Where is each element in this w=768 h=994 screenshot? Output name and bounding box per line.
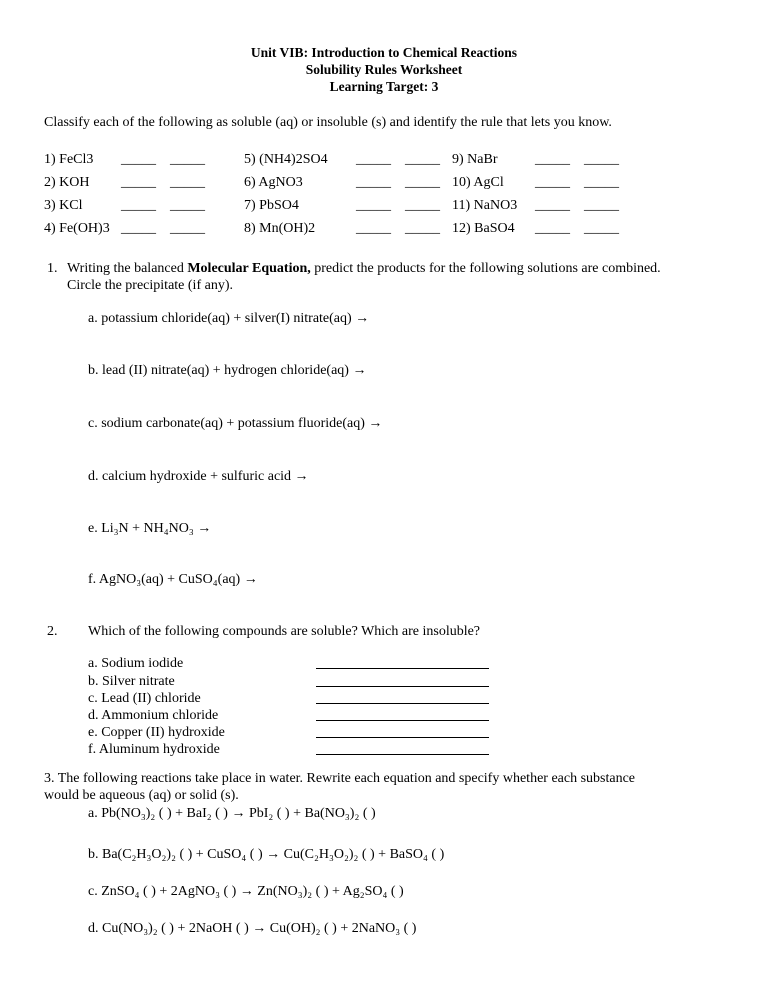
q1-prompt-pre: Writing the balanced — [67, 261, 188, 276]
unit-title: Unit VIB: Introduction to Chemical Reactions — [250, 45, 518, 60]
q2-item-c: c. Lead (II) chloride — [88, 691, 201, 706]
q3-item-c: c. ZnSO₄ ( ) + 2AgNO₃ ( ) → Zn(NO₃)₂ ( ) + Ag₂SO₄ ( ) — [88, 884, 404, 899]
answer-blank-6b[interactable]: _____ — [405, 175, 440, 190]
answer-blank-4b[interactable]: _____ — [170, 221, 205, 236]
compound-9: 9) NaBr — [452, 152, 498, 167]
q1-prompt-post: predict the products for the following solutions are combined. — [310, 261, 661, 276]
answer-blank-3a[interactable]: _____ — [121, 198, 156, 213]
compound-12: 12) BaSO4 — [452, 221, 515, 236]
q1-prompt-line2: Circle the precipitate (if any). — [67, 278, 233, 293]
answer-blank-1a[interactable]: _____ — [121, 152, 156, 167]
compound-7: 7) PbSO4 — [244, 198, 299, 213]
q2-prompt: Which of the following compounds are soluble? Which are insoluble? — [88, 624, 481, 639]
worksheet-title: Solubility Rules Worksheet — [305, 62, 463, 77]
compound-11: 11) NaNO3 — [452, 198, 518, 213]
q3-item-a: a. Pb(NO₃)₂ ( ) + BaI₂ ( ) → PbI₂ ( ) + Ba(NO₃)₂ ( ) — [88, 806, 376, 821]
compound-8: 8) Mn(OH)2 — [244, 221, 316, 236]
answer-blank-8a[interactable]: _____ — [356, 221, 391, 236]
q1-item-e: e. Li₃N + NH₄NO₃ → — [88, 521, 212, 536]
compound-5: 5) (NH4)2SO4 — [244, 152, 328, 167]
q1-item-b: b. lead (II) nitrate(aq) + hydrogen chloride(aq) → — [88, 363, 367, 378]
q1-item-c: c. sodium carbonate(aq) + potassium fluoride(aq) → — [88, 416, 383, 431]
answer-blank-10a[interactable]: _____ — [535, 175, 570, 190]
answer-blank-5a[interactable]: _____ — [356, 152, 391, 167]
q2-answer-line-c[interactable] — [316, 703, 489, 704]
answer-blank-12b[interactable]: _____ — [584, 221, 619, 236]
compound-1: 1) FeCl3 — [44, 152, 94, 167]
q1-item-f: f. AgNO₃(aq) + CuSO₄(aq) → — [88, 572, 258, 587]
q2-number: 2. — [47, 624, 58, 639]
answer-blank-12a[interactable]: _____ — [535, 221, 570, 236]
q2-item-e: e. Copper (II) hydroxide — [88, 725, 225, 740]
q2-answer-line-d[interactable] — [316, 720, 489, 721]
q1-item-a: a. potassium chloride(aq) + silver(I) nitrate(aq) → — [88, 311, 370, 326]
classify-instructions: Classify each of the following as soluble (aq) or insoluble (s) and identify the rule that lets you know. — [44, 115, 612, 130]
answer-blank-7a[interactable]: _____ — [356, 198, 391, 213]
compound-6: 6) AgNO3 — [244, 175, 303, 190]
answer-blank-9a[interactable]: _____ — [535, 152, 570, 167]
q3-prompt-line2: would be aqueous (aq) or solid (s). — [44, 788, 239, 803]
q2-answer-line-f[interactable] — [316, 754, 489, 755]
answer-blank-5b[interactable]: _____ — [405, 152, 440, 167]
compound-4: 4) Fe(OH)3 — [44, 221, 110, 236]
q2-item-a: a. Sodium iodide — [88, 656, 184, 671]
compound-3: 3) KCl — [44, 198, 83, 213]
answer-blank-2b[interactable]: _____ — [170, 175, 205, 190]
q1-number: 1. — [47, 261, 58, 276]
answer-blank-10b[interactable]: _____ — [584, 175, 619, 190]
answer-blank-8b[interactable]: _____ — [405, 221, 440, 236]
q1-item-d: d. calcium hydroxide + sulfuric acid → — [88, 469, 309, 484]
answer-blank-7b[interactable]: _____ — [405, 198, 440, 213]
answer-blank-11a[interactable]: _____ — [535, 198, 570, 213]
q2-item-b: b. Silver nitrate — [88, 674, 175, 689]
q3-item-d: d. Cu(NO₃)₂ ( ) + 2NaOH ( ) → Cu(OH)₂ ( ) + 2NaNO₃ ( ) — [88, 921, 417, 936]
q2-item-d: d. Ammonium chloride — [88, 708, 219, 723]
q2-answer-line-e[interactable] — [316, 737, 489, 738]
q3-item-b: b. Ba(C₂H₃O₂)₂ ( ) + CuSO₄ ( ) → Cu(C₂H₃O₂)₂ ( ) + BaSO₄ ( ) — [88, 847, 445, 862]
q1-prompt-bold: Molecular Equation, — [187, 261, 311, 276]
q3-prompt-line1: 3. The following reactions take place in water. Rewrite each equation and specify whether each substance — [44, 771, 636, 786]
answer-blank-2a[interactable]: _____ — [121, 175, 156, 190]
compound-2: 2) KOH — [44, 175, 90, 190]
learning-target: Learning Target: 3 — [329, 79, 439, 94]
q2-item-f: f. Aluminum hydroxide — [88, 742, 220, 757]
answer-blank-11b[interactable]: _____ — [584, 198, 619, 213]
answer-blank-4a[interactable]: _____ — [121, 221, 156, 236]
answer-blank-1b[interactable]: _____ — [170, 152, 205, 167]
answer-blank-3b[interactable]: _____ — [170, 198, 205, 213]
compound-10: 10) AgCl — [452, 175, 504, 190]
answer-blank-9b[interactable]: _____ — [584, 152, 619, 167]
answer-blank-6a[interactable]: _____ — [356, 175, 391, 190]
q2-answer-line-a[interactable] — [316, 668, 489, 669]
q2-answer-line-b[interactable] — [316, 686, 489, 687]
q1-prompt — [67, 260, 661, 278]
